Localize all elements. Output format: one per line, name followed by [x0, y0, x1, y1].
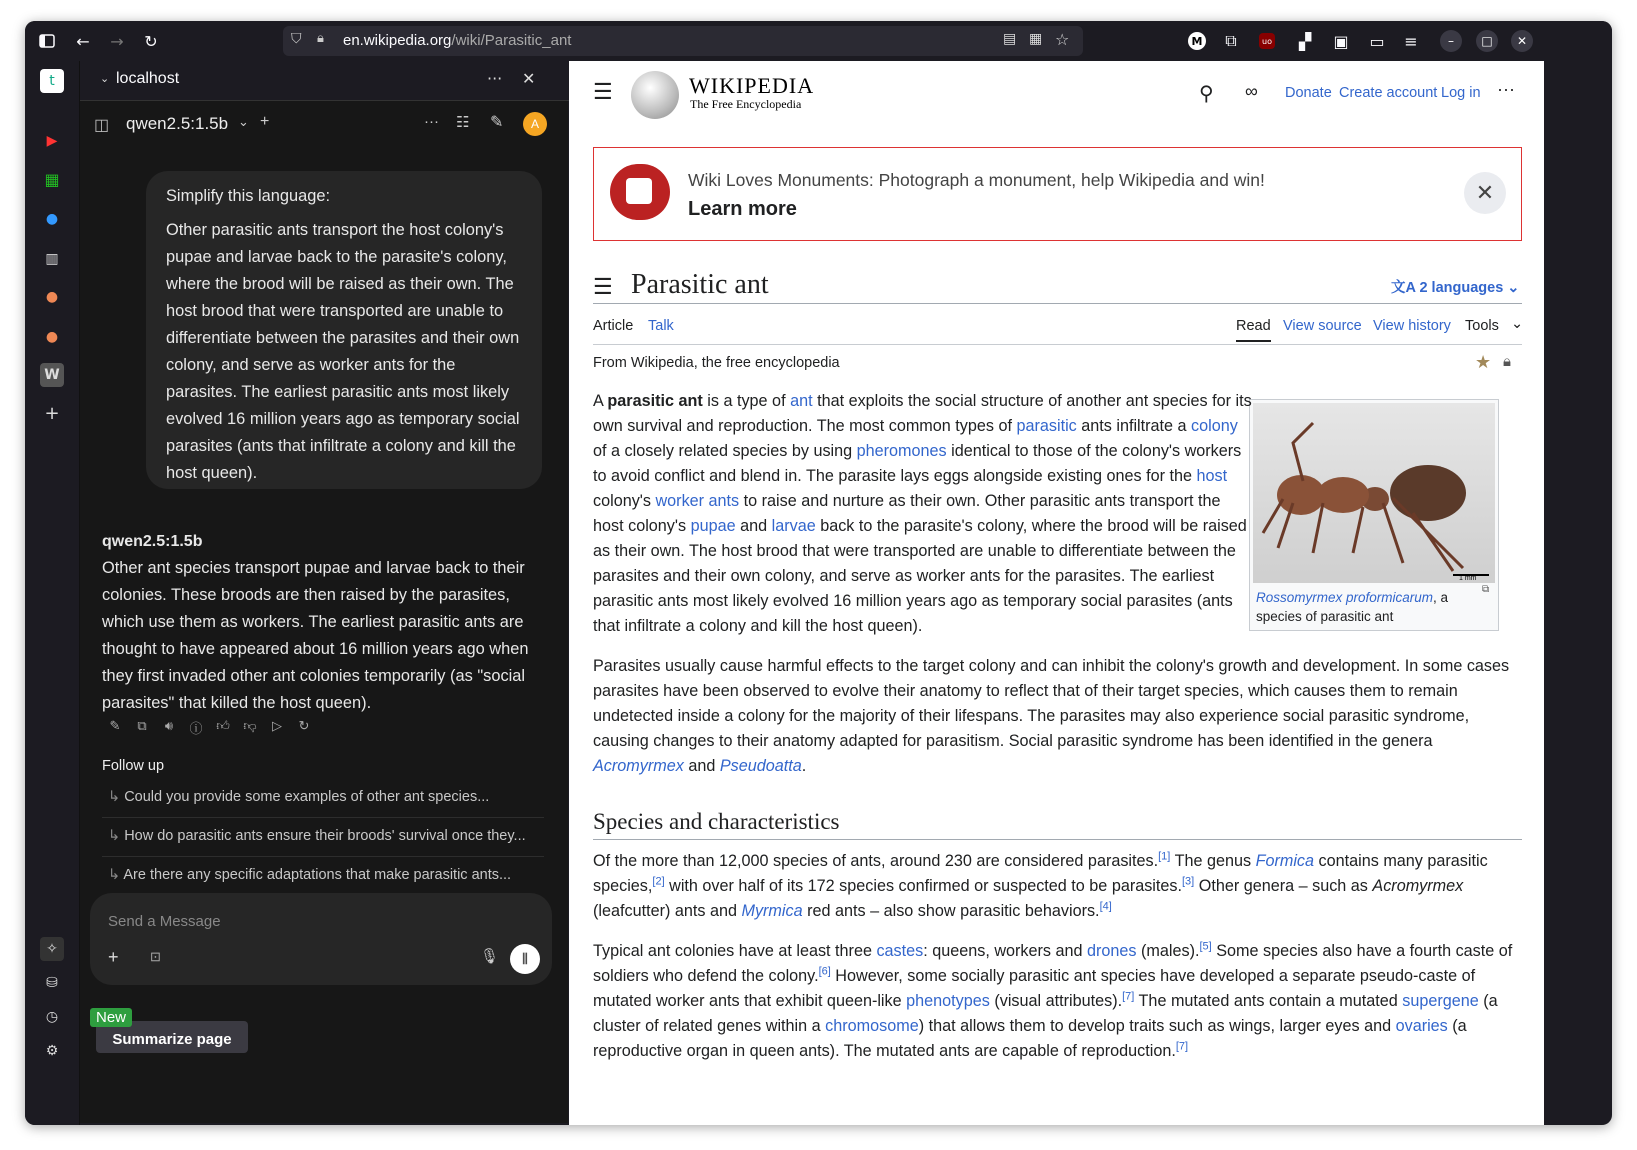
tab-view-source[interactable]: View source	[1283, 318, 1362, 334]
new-chat-edit-icon[interactable]: ✎	[490, 114, 504, 131]
screen-capture-icon[interactable]: ⊡	[150, 949, 161, 964]
browser-toolbar	[25, 21, 1612, 61]
species-paragraph: Of the more than 12,000 species of ants, around 230 are considered parasites.[1] The genus Formica contains many parasitic species,[2] with over half of its 172 species confirmed or suspected to be parasites.[3] Other genera – such as Acromyrmex (leafcutter) ants and Myrmica red ants – also show parasitic behaviors.[4]	[593, 850, 1488, 920]
read-aloud-icon[interactable]: 🔊︎	[164, 718, 174, 733]
assistant-response	[102, 531, 542, 717]
follow-up-item[interactable]: ↳ How do parasitic ants ensure their broods' survival once they...	[102, 819, 544, 857]
settings-gear-icon[interactable]: ⚙	[45, 1043, 59, 1059]
link-pheromones[interactable]: pheromones	[856, 442, 947, 460]
tab-view-history[interactable]: View history	[1373, 318, 1451, 334]
log-in-link[interactable]: Log in	[1441, 85, 1481, 101]
back-icon[interactable]: ←	[76, 31, 90, 51]
youtube-icon[interactable]: ▶	[46, 133, 58, 149]
chevron-down-icon-3: ⌄	[1503, 280, 1520, 296]
donate-link[interactable]: Donate	[1285, 85, 1332, 101]
link-worker-ants[interactable]: worker ants	[655, 492, 740, 510]
languages-label: 2 languages	[1419, 280, 1504, 296]
user-message-intro: Simplify this language:	[166, 187, 330, 205]
menu-icon[interactable]: ≡	[1404, 31, 1418, 51]
banner-learn-more[interactable]: Learn more	[688, 198, 797, 220]
user-message-body: Other parasitic ants transport the host colony's pupae and larvae back to the parasite's colony, where the brood will be raised as their own. The host brood that were transported are unable to differentiate between the parasites and their own colony, and serve as worker ants for the parasites. The earliest parasitic ants most likely evolved 16 million years ago as temporary social parasites (ants that infiltrate a colony and kill the host queen).	[166, 221, 520, 482]
from-wikipedia-line: From Wikipedia, the free encyclopedia	[593, 355, 840, 371]
page-title: Parasitic ant	[631, 269, 769, 300]
banner-text: Wiki Loves Monuments: Photograph a monument, help Wikipedia and win!	[688, 170, 1265, 190]
regenerate-icon[interactable]: ↻	[298, 718, 310, 733]
link-parasitic[interactable]: parasitic	[1016, 417, 1077, 435]
enlarge-icon[interactable]: ⧉	[1482, 584, 1490, 595]
banner-close-icon[interactable]: ✕	[1464, 172, 1506, 214]
sync-icon[interactable]: ⛁	[46, 975, 58, 991]
sidebar-rail	[25, 61, 79, 1125]
chevron-down-icon-2[interactable]: ⌄	[238, 114, 249, 129]
protection-lock-icon[interactable]: 🔒︎	[1503, 353, 1511, 370]
more-icon[interactable]: ···	[424, 113, 439, 130]
link-pseudoatta[interactable]: Pseudoatta	[719, 757, 802, 775]
intro-paragraph: A parasitic ant is a type of ant that exploits the social structure of another ant species for its own survival and reproduction. The most common types of parasitic ants infiltrate a colony of a closely related species by using pheromones identical to those of the colony's workers to avoid conflict and blend in. The parasite lays eggs alongside existing ones for the host colony's worker ants to raise and nurture as their own. Other parasitic ants transport the host colony's pupae and larvae back to the parasite's colony, where the brood will be raised as their own. The host brood that were transported are unable to differentiate between the parasites and their own colony, and serve as worker ants for the parasites. The earliest parasitic ants most likely evolved 16 million years ago as temporary social parasites (ants that infiltrate a colony and kill the host queen).	[593, 392, 1252, 635]
message-input-box[interactable]	[90, 893, 552, 985]
sidebar-toggle-icon[interactable]	[35, 29, 59, 53]
history-icon[interactable]: ◷	[45, 1009, 59, 1025]
link-phenotypes[interactable]: phenotypes	[906, 992, 990, 1010]
link-supergene[interactable]: supergene	[1402, 992, 1479, 1010]
microphone-icon[interactable]: 🎙︎	[480, 948, 500, 965]
link-larvae[interactable]: larvae	[771, 517, 816, 535]
follow-up-item[interactable]: ↳ Could you provide some examples of other ant species...	[102, 780, 544, 818]
maximize-icon[interactable]: □	[1476, 30, 1498, 52]
sidebar-header	[80, 61, 570, 101]
summarize-page-button[interactable]: Summarize page	[96, 1021, 248, 1053]
follow-up-item[interactable]: ↳ Are there any specific adaptations that make parasitic ants...	[108, 867, 512, 883]
response-model-name: qwen2.5:1.5b	[102, 533, 203, 550]
new-badge: New	[90, 1008, 132, 1027]
chevron-down-icon-4[interactable]: ⌄	[1511, 316, 1524, 332]
voice-mode-icon[interactable]: ⫼	[510, 944, 540, 974]
chat-panel	[80, 101, 568, 1123]
extension-m-icon[interactable]: M	[1188, 32, 1206, 50]
close-window-icon[interactable]: ✕	[1511, 30, 1533, 52]
orange-dot-icon[interactable]: ●	[45, 289, 59, 305]
lock-icon[interactable]: 🔒︎	[317, 31, 324, 46]
forward-icon[interactable]: →	[110, 31, 124, 51]
orange-dot-icon-2[interactable]: ●	[45, 329, 59, 345]
wiki-wordmark[interactable]: WIKIPEDIA	[689, 73, 815, 98]
info-icon[interactable]: ⓘ	[189, 721, 203, 736]
article-body	[593, 389, 1522, 779]
ai-sparkle-icon[interactable]: ✧	[40, 937, 64, 961]
main-menu-icon[interactable]: ☰	[593, 79, 613, 104]
bookmark-star-icon[interactable]: ☆	[1055, 30, 1070, 49]
address-bar[interactable]	[283, 26, 1083, 56]
follow-up-label: Follow up	[102, 758, 165, 774]
follow-up-section	[102, 758, 544, 883]
summarize-bar	[80, 1005, 568, 1123]
flickr-icon[interactable]: ●	[45, 211, 59, 227]
featured-star-icon[interactable]: ★	[1475, 352, 1492, 372]
tab-article[interactable]: Article	[593, 318, 634, 334]
tab-tools[interactable]: Tools	[1465, 318, 1499, 334]
link-castes[interactable]: castes	[876, 942, 924, 960]
second-paragraph: Parasites usually cause harmful effects to the target colony and can inhibit the colony's growth and development. In some cases parasites have been observed to evolve their anatomy to reflect that of their target species, which causes them to remain undetected inside a colony for the majority of their lifespans. The parasites may also experience social parasitic syndrome, causing changes to their anatomy adapted for parasitism. Social parasitic syndrome has been identified in the genera Acromyrmex and Pseudoatta.	[593, 657, 1510, 775]
wikipedia-globe-logo[interactable]	[631, 71, 679, 119]
table-of-contents-icon[interactable]: ☰	[593, 274, 613, 299]
chat-header	[80, 101, 568, 151]
copy-icon[interactable]: ⧉	[137, 718, 147, 733]
follow-up-text: How do parasitic ants ensure their broods' survival once they...	[124, 828, 526, 844]
close-sidebar-icon[interactable]: ✕	[522, 69, 536, 88]
url-domain: en.wikipedia.org	[343, 32, 452, 49]
add-panel-icon[interactable]: +	[44, 402, 60, 424]
appearance-icon[interactable]: ∞	[1245, 81, 1258, 101]
scale-bar-label: 1 mm	[1459, 575, 1477, 582]
chevron-down-icon[interactable]: ⌄	[100, 72, 110, 85]
library-icon[interactable]: ▥	[45, 251, 59, 267]
ai-sidebar	[79, 61, 569, 1125]
section-body	[593, 849, 1522, 1064]
link-colony[interactable]: colony	[1191, 417, 1238, 435]
tab-talk[interactable]: Talk	[648, 318, 674, 334]
avatar[interactable]: A	[523, 112, 547, 136]
caption-species-link[interactable]: Rossomyrmex proformicarum	[1256, 590, 1434, 605]
wikipedia-w-icon[interactable]: W	[40, 363, 64, 387]
add-model-icon[interactable]: +	[260, 113, 270, 130]
user-menu-icon[interactable]: ···	[1497, 79, 1515, 99]
open-webui-icon[interactable]: t	[40, 69, 64, 93]
reload-icon[interactable]: ↻	[144, 31, 158, 51]
browser-window	[25, 21, 1612, 1125]
thumbs-up-icon[interactable]: 👍︎	[216, 718, 230, 733]
model-selector[interactable]: qwen2.5:1.5b	[126, 114, 229, 133]
reader-view-icon[interactable]: ▤	[1003, 31, 1017, 47]
castes-paragraph: Typical ant colonies have at least three castes: queens, workers and drones (males).[5] Some species also have a fourth caste of soldiers who defend the colony.[6] However, some socially parasitic ant species have developed a separate pseudo-caste of mutated worker ants that exhibit queen-like phenotypes (visual attributes).[7] The mutated ants contain a mutated supergene (a cluster of related genes within a chromosome) that allows them to develop traits such as wings, larger eyes and ovaries (a reproductive organ in queen ants). The mutated ants are capable of reproduction.[7]	[593, 940, 1513, 1060]
link-acromyrmex[interactable]: Acromyrmex	[593, 757, 684, 775]
ublock-icon[interactable]: uo	[1259, 33, 1275, 49]
campaign-banner	[593, 147, 1522, 241]
wiki-tagline: The Free Encyclopedia	[690, 97, 802, 111]
sheets-icon[interactable]: ▦	[44, 169, 60, 189]
url-path: /wiki/Parasitic_ant	[451, 32, 572, 49]
follow-up-text: Are there any specific adaptations that make parasitic ants...	[123, 867, 512, 883]
sidebar-panel-icon[interactable]: ▭	[1369, 31, 1385, 51]
section-heading: Species and characteristics	[593, 809, 1522, 840]
thumbs-down-icon[interactable]: 👎︎	[243, 718, 257, 733]
link-ant[interactable]: ant	[790, 392, 813, 410]
page-tabs	[593, 303, 1522, 345]
url-text[interactable]	[343, 32, 571, 49]
user-message	[146, 171, 542, 489]
controls-sliders-icon[interactable]: ☷	[456, 114, 470, 131]
create-account-link[interactable]: Create account	[1339, 85, 1438, 101]
wiki-loves-monuments-logo	[610, 164, 670, 220]
translate-icon: 文A	[1391, 280, 1420, 296]
link-chromosome[interactable]: chromosome	[825, 1017, 919, 1035]
response-text: Other ant species transport pupae and larvae back to their colonies. These broods are then raised by the parasites, which use them as workers. The earliest parasitic ants are thought to have appeared about 16 million years ago when they first invaded other ant colonies temporarily (as "social parasites" that killed the host queen).	[102, 559, 529, 712]
sidebar-host-label[interactable]: localhost	[116, 70, 180, 87]
container-icon[interactable]: ▣	[1333, 31, 1349, 51]
extensions-puzzle-icon[interactable]: ⧉	[1225, 31, 1237, 50]
attach-plus-icon[interactable]: +	[108, 947, 119, 967]
wiki-header	[569, 61, 1544, 131]
link-formica[interactable]: Formica	[1255, 852, 1315, 870]
message-input[interactable]: Send a Message	[108, 913, 221, 930]
link-drones[interactable]: drones	[1087, 942, 1137, 960]
link-ovaries[interactable]: ovaries	[1395, 1017, 1448, 1035]
wikipedia-page	[569, 61, 1544, 1125]
shield-icon[interactable]: ⛉	[291, 31, 302, 47]
qr-code-icon[interactable]: ▦	[1029, 31, 1043, 47]
more-options-icon[interactable]: ···	[487, 69, 503, 88]
sidebar-toggle-icon-2[interactable]: ◫	[94, 117, 110, 134]
continue-icon[interactable]: ▷	[272, 718, 282, 733]
search-icon[interactable]: ⚲	[1199, 83, 1214, 105]
caption-text: , a species of parasitic ant	[1256, 590, 1449, 624]
language-selector[interactable]	[1391, 276, 1519, 297]
edit-icon[interactable]: ✎	[109, 718, 121, 733]
apps-grid-icon[interactable]: ▞	[1298, 31, 1312, 51]
link-myrmica[interactable]: Myrmica	[741, 902, 803, 920]
link-pupae[interactable]: pupae	[690, 517, 736, 535]
follow-up-text: Could you provide some examples of other ant species...	[124, 789, 490, 805]
link-host[interactable]: host	[1196, 467, 1228, 485]
minimize-icon[interactable]: –	[1440, 30, 1462, 52]
tab-read[interactable]: Read	[1236, 318, 1271, 342]
